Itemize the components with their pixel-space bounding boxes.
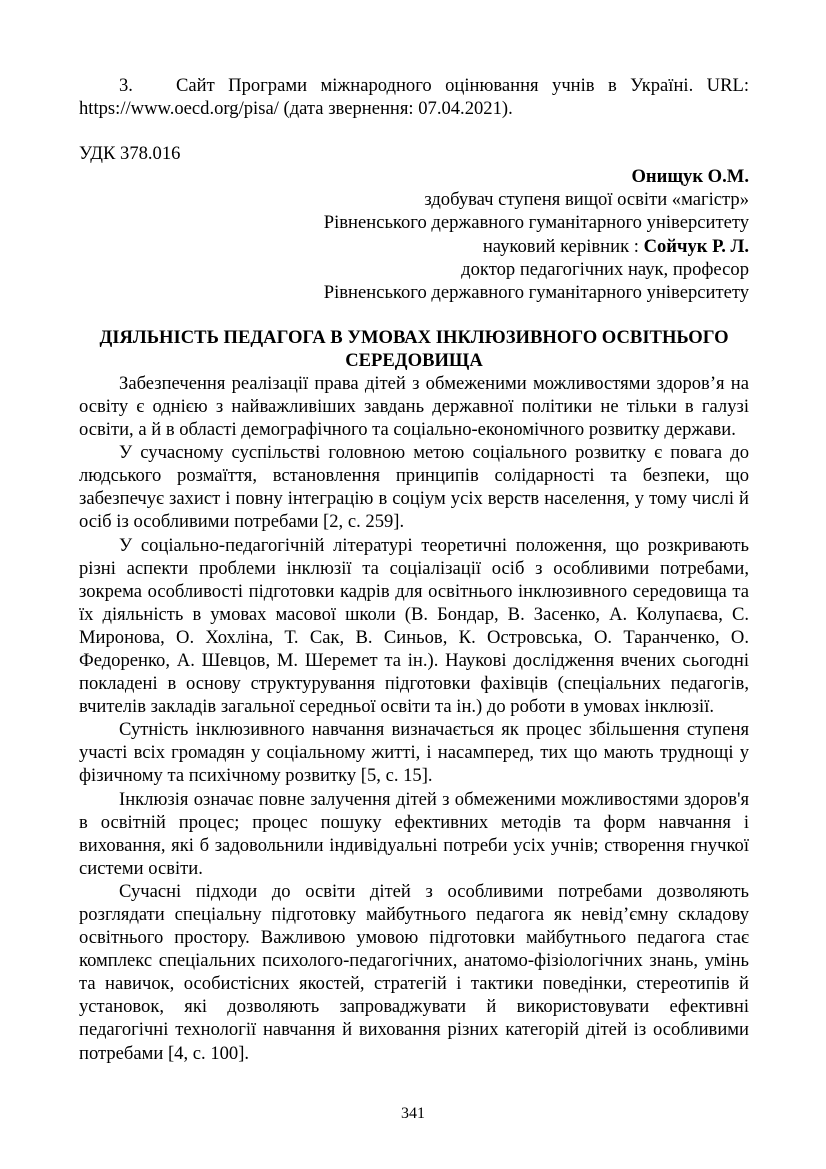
supervisor-name: Сойчук Р. Л. [643,235,749,257]
article-title-line-2: СЕРЕДОВИЩА [345,349,483,371]
article-body [79,372,749,1065]
body-paragraph: У сучасному суспільстві головною метою соціального розвитку є повага до людського розмаїття, встановлення принципів солідарності та безпеки, що забезпечує захист і повну інтеграцію в соціум усіх верств населення, у тому числі й осіб із особливими потребами [2, с. 259]. [79,442,749,533]
author-university: Рівненського державного гуманітарного університету [323,212,749,234]
body-paragraph: Сутність інклюзивного навчання визначається як процес збільшення ступеня участі всіх громадян у соціальному житті, і насамперед, тих що мають труднощі у фізичному та психічному розвитку [5, с. 15]. [79,719,749,787]
article-title-line-1: ДІЯЛЬНІСТЬ ПЕДАГОГА В УМОВАХ ІНКЛЮЗИВНОГО ОСВІТНЬОГО [99,326,729,348]
author-block [79,165,749,304]
supervisor-title: доктор педагогічних наук, професор [461,258,749,280]
author-name: Онищук О.М. [631,166,749,188]
body-paragraph: У соціально-педагогічній літературі теоретичні положення, що розкривають різні аспекти проблеми інклюзії та соціалізації осіб з особливими потребами, зокрема особливості підготовки кадрів для освітнього інклюзивного середовища та їх діяльність в умовах масової школи (В. Бондар, В. Засенко, А. Колупаєва, С. Миронова, О. Хохліна, Т. Сак, В. Синьов, К. Островська, О. Таранченко, О. Федоренко, А. Шевцов, М. Шеремет та ін.). Наукові дослідження вчених сьогодні покладені в основу структурування підготовки фахівців (спеціальних педагогів, вчителів закладів загальної середньої освіти та ін.) до роботи в умовах інклюзії. [79,534,749,718]
reference-item [79,74,749,120]
body-paragraph: Інклюзія означає повне залучення дітей з обмеженими можливостями здоров'я в освітній процес; процес пошуку ефективних методів та форм навчання і виховання, які б задовольнили індивідуальні потреби усіх учнів; створення гнучкої системи освіти. [79,788,749,879]
supervisor-line [79,235,749,258]
reference-text: Сайт Програми міжнародного оцінювання учнів в Україні. URL: https://www.oecd.org/pisa/ (дата звернення: 07.04.2021). [79,75,749,120]
author-degree: здобувач ступеня вищої освіти «магістр» [424,189,749,211]
supervisor-university: Рівненського державного гуманітарного університету [323,281,749,303]
article-title [79,326,749,372]
page-number: 341 [401,1105,425,1122]
udk-code: УДК 378.016 [79,143,181,165]
body-paragraph: Забезпечення реалізації права дітей з обмеженими можливостями здоров’я на освіту є однією з найважливіших завдань державної політики не тільки в галузі освіти, а й в області демографічного та соціально-економічного розвитку держави. [79,372,749,441]
body-paragraph: Сучасні підходи до освіти дітей з особливими потребами дозволяють розглядати спеціальну підготовку майбутнього педагога як невід’ємну складову освітнього простору. Важливою умовою підготовки майбутнього педагога стає комплекс спеціальних психолого-педагогічних, анатомо-фізіологічних знань, умінь та навичок, особистісних якостей, стратегій і тактики поведінки, стереотипів й установок, які дозволяють запроваджувати й використовувати ефективні педагогічні технології навчання й виховання різних категорій дітей із особливими потребами [4, с. 100]. [79,880,749,1064]
supervisor-label: науковий керівник : [482,235,644,257]
reference-number: 3. [119,75,133,96]
